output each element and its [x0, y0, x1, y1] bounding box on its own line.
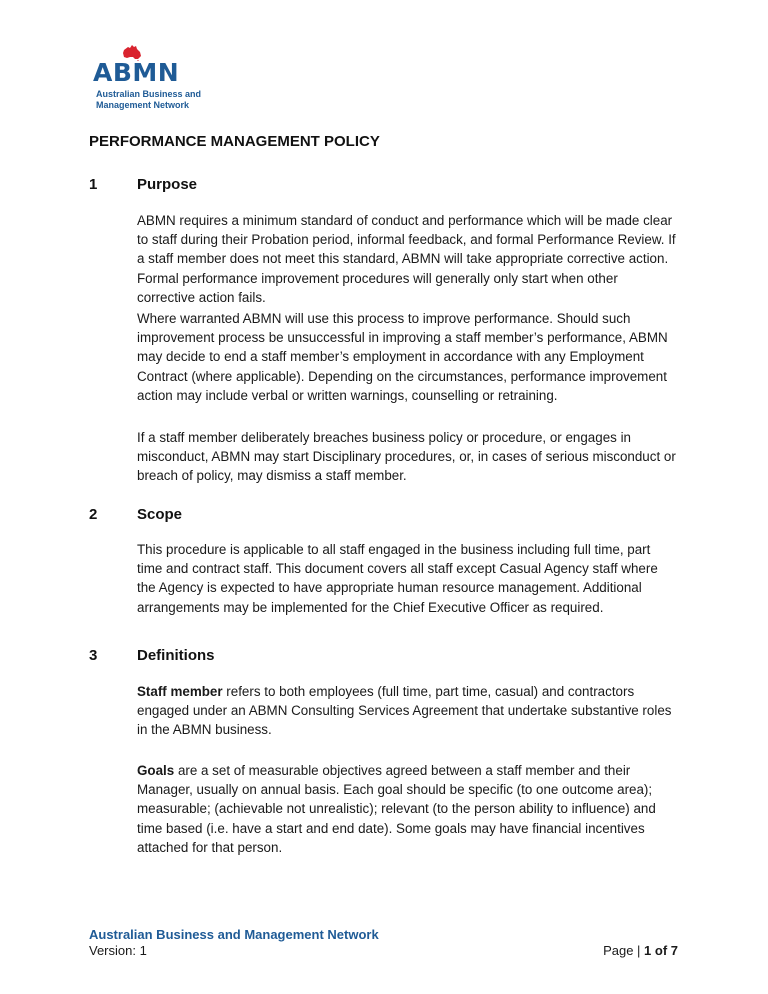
page-prefix: Page | [603, 943, 645, 958]
section-heading-purpose: Purpose [137, 176, 198, 193]
section-heading-scope: Scope [137, 506, 183, 523]
scope-paragraph: This procedure is applicable to all staff engaged in the business including full time, part time and contract staff. This document covers all staff except Casual Agency staff where the Agency is expected to have appropriate human resource management. Additional arrangements may be implemented for the Chief Executive Officer as required. [137, 542, 658, 615]
section-heading-definitions: Definitions [137, 647, 215, 664]
definition-goals [137, 761, 677, 857]
footer-page-number [603, 943, 678, 958]
definition-staff-member [137, 682, 677, 740]
logo-subtitle [96, 89, 206, 111]
section-number: 1 [89, 176, 98, 193]
page-label: 1 of 7 [644, 943, 678, 958]
definition-text: refers to both employees (full time, part time, casual) and contractors engaged under an ABMN Consulting Services Agreement that undertake substantive roles in the ABMN business. [137, 684, 672, 738]
purpose-paragraph-3: If a staff member deliberately breaches business policy or procedure, or engages in misconduct, ABMN may start Disciplinary procedures, or, in cases of serious misconduct or breach of policy, may dismiss a staff member. [137, 430, 676, 484]
logo-subtitle-line-1: Australian Business and [96, 89, 202, 99]
document-title: PERFORMANCE MANAGEMENT POLICY [89, 133, 380, 150]
definition-text: are a set of measurable objectives agreed between a staff member and their Manager, usually on annual basis. Each goal should be specific (to one outcome area); measurable; (achievable not unrealistic); relevant (to the person ability to influence) and time based (i.e. have a start and end date). Some goals may have financial incentives attached for that person. [137, 763, 656, 855]
logo-abbreviation: ABMN [93, 58, 180, 87]
section-number: 2 [89, 506, 98, 523]
purpose-paragraph-2: Where warranted ABMN will use this process to improve performance. Should such improvement process be unsuccessful in improving a staff member’s performance, ABMN may decide to end a staff member’s employment in accordance with any Employment Contract (where applicable). Depending on the circumstances, performance improvement action may include verbal or written warnings, counselling or retraining. [137, 311, 668, 403]
abmn-logo [93, 44, 205, 114]
definition-term: Staff member [137, 684, 223, 699]
definition-term: Goals [137, 763, 175, 778]
purpose-paragraph-1: ABMN requires a minimum standard of conduct and performance which will be made clear to staff during their Probation period, informal feedback, and formal Performance Review. If a staff member does not meet this standard, ABMN will take appropriate corrective action. Formal performance improvement procedures will generally only start when other corrective action fails. [137, 213, 676, 305]
footer-version: Version: 1 [89, 943, 147, 958]
logo-subtitle-line-2: Management Network [96, 100, 190, 110]
footer-organization: Australian Business and Management Network [89, 927, 379, 942]
section-number: 3 [89, 647, 98, 664]
